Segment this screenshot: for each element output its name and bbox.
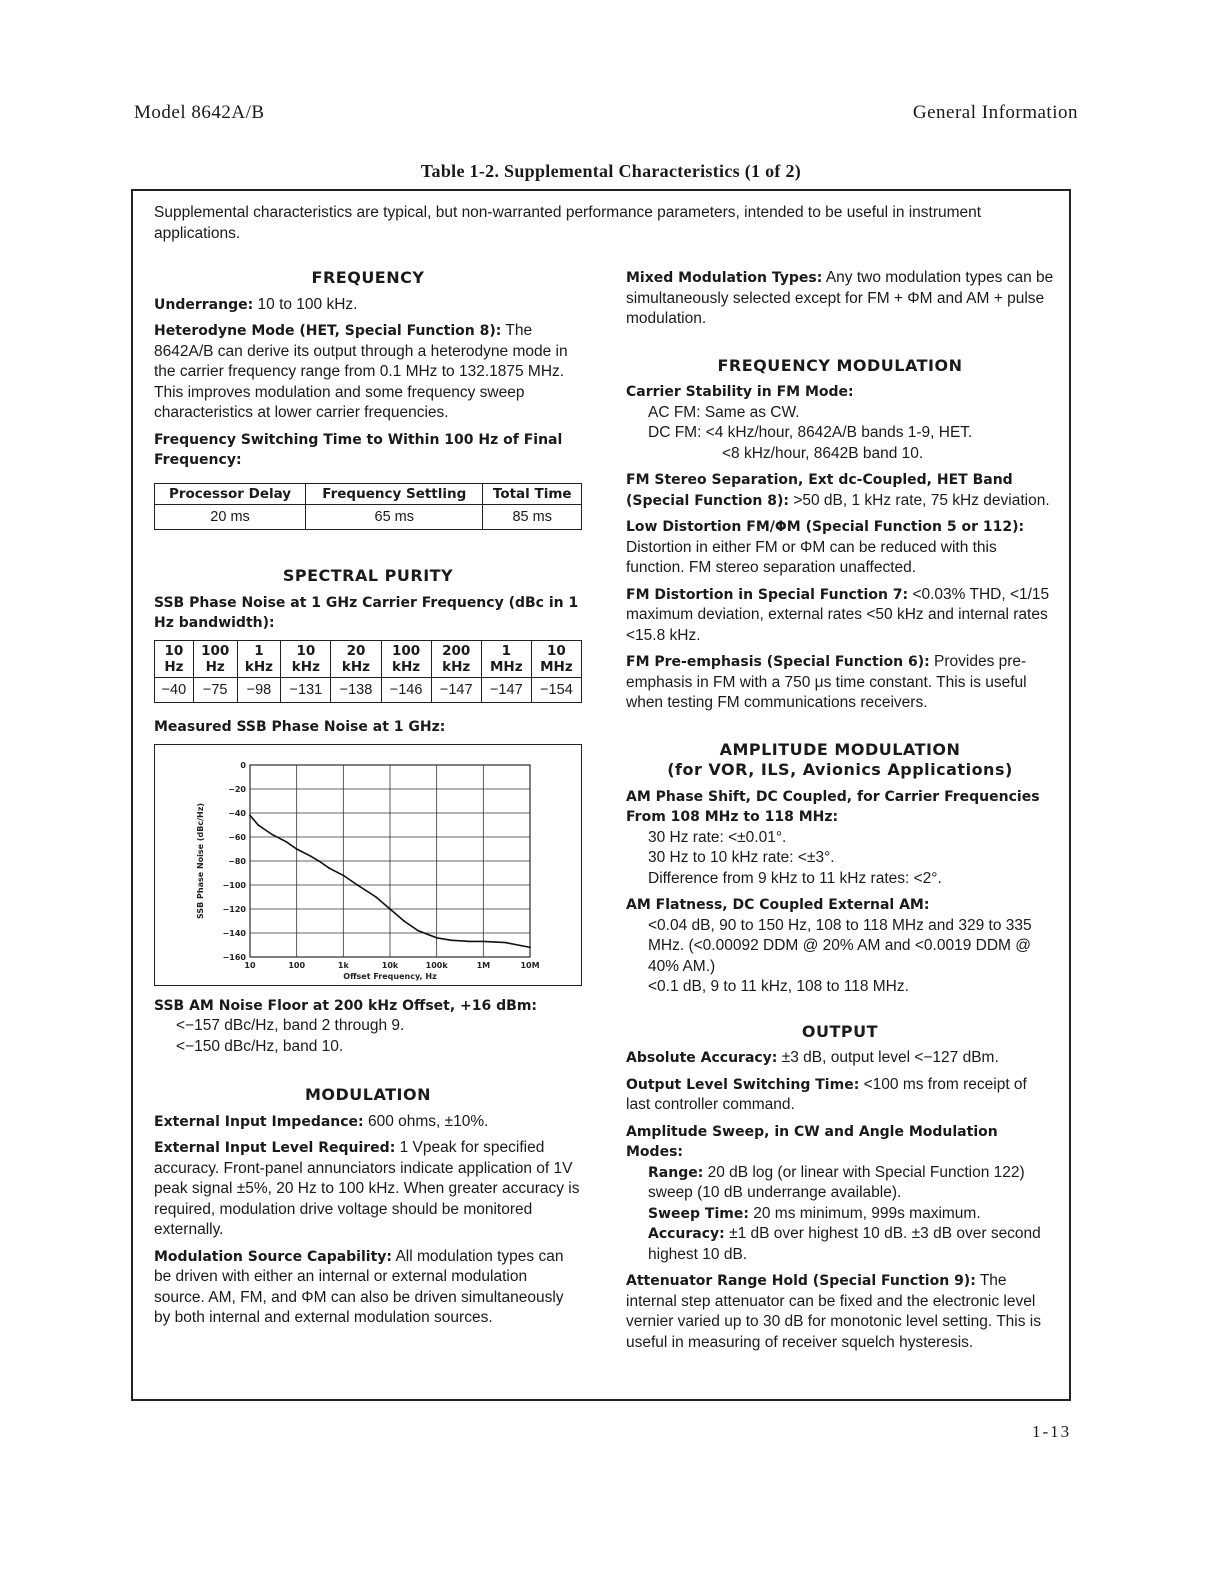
carrier-para [626,382,1054,464]
carrier-dc2: <8 kHz/hour, 8642B band 10. [722,444,924,462]
data-point [468,940,470,942]
header-value: 10 [547,642,566,659]
x-tick-label: 10 [244,960,256,970]
header-value: 20 [346,642,366,659]
phase-line: Difference from 9 kHz to 11 kHz rates: <2°. [648,869,942,887]
sweep-label: Amplitude Sweep, in CW and Angle Modulation Modes: [626,1123,998,1160]
x-tick-label: 10k [381,960,399,970]
phase-label: AM Phase Shift, DC Coupled, for Carrier Frequencies From 108 MHz to 118 MHz: [626,788,1040,825]
y-tick-label: −80 [228,856,246,866]
stereo-label: FM Stereo Separation, Ext dc-Coupled, HET Band (Special Function 8): [626,472,1013,509]
header-value: 100 [201,642,230,659]
y-tick-label: −60 [228,832,246,842]
table-header: Processor Delay [155,483,306,504]
preemph-para [626,652,1054,714]
phase-line: 30 Hz rate: <±0.01°. [648,828,787,846]
data-point [285,840,287,842]
chart-svg [155,745,581,985]
table-cell: −154 [531,677,581,703]
header-value: 100 [391,642,421,659]
am-subheading: (for VOR, ILS, Avionics Applications) [667,760,1013,779]
acc-label: Accuracy: [648,1226,725,1242]
ols-text: <100 ms from receipt of last controller command. [626,1075,1027,1113]
y-tick-label: −40 [228,808,246,818]
header-unit: kHz [392,658,421,675]
header-unit: Hz [164,658,184,675]
data-point [375,896,377,898]
table-header [237,640,281,677]
table-cell: −75 [193,677,237,703]
am-noise-para [154,996,582,1058]
ols-para [626,1075,1054,1116]
y-tick-label: 0 [240,760,246,770]
fm-heading: FREQUENCY MODULATION [717,355,963,375]
data-point [482,940,484,942]
y-axis-label: SSB Phase Noise (dBc/Hz) [196,802,205,919]
stime-label: Sweep Time: [648,1205,749,1222]
table-row [155,640,582,677]
header-value: 10 [296,642,316,659]
range-label: Range: [648,1164,704,1181]
frequency-heading: FREQUENCY [311,268,425,287]
phase-line: 30 Hz to 10 kHz rate: <±3°. [648,849,835,866]
lowdist-label: Low Distortion FM/ΦM (Special Function 5 or 112): [626,519,1025,535]
impedance-text: 600 ohms, ±10%. [367,1112,489,1130]
table-cell: 85 ms [483,504,582,530]
table-header [281,640,331,677]
data-point [249,814,251,816]
data-point [271,833,273,835]
level-text: 1 Vpeak for specified accuracy. Front-panel annunciators indicate application of 1V peak signal ±5%, 20 Hz to 100 kHz. When greater accuracy is required, modulation drive voltage should be monitored externally. [154,1139,580,1238]
y-tick-label: −100 [222,880,246,890]
phase-para [626,787,1054,890]
table-header [155,640,194,677]
left-column [154,268,582,1335]
header-unit: Hz [205,658,225,675]
modulation-heading: MODULATION [305,1085,431,1104]
x-axis-label: Offset Frequency, Hz [343,971,437,981]
table-cell: −138 [331,677,381,703]
fmdist-text: <0.03% THD, <1/15 maximum deviation, external rates <50 kHz and internal rates <15.8 kHz. [626,585,1050,644]
ssb-table [154,640,582,704]
table-header: Frequency Settling [306,483,483,504]
am-noise-line: <−157 dBc/Hz, band 2 through 9. [176,1017,405,1034]
table-cell: −147 [431,677,481,703]
underrange-text: 10 to 100 kHz. [257,295,358,313]
y-tick-label: −160 [222,952,246,962]
x-tick-label: 1M [476,960,491,970]
het-text: The 8642A/B can derive its output through a heterodyne mode in the carrier frequency range from 0.1 MHz to 132.1875 MHz. This improves modulation and some frequency sweep characteristics at lower carrier frequencies. [154,322,568,421]
am-noise-line: <−150 dBc/Hz, band 10. [176,1037,344,1055]
mixed-label: Mixed Modulation Types: [626,270,823,286]
flat-label: AM Flatness, DC Coupled External AM: [626,897,930,913]
switch-label: Frequency Switching Time to Within 100 Hz of Final Frequency: [154,431,563,468]
header-unit: MHz [540,658,573,675]
lowdist-text: Distortion in either FM or ΦM can be reduced with this function. FM stereo separation unaffected. [626,538,997,576]
y-tick-label: −120 [222,904,246,914]
flat-para [626,895,1054,998]
abs-text: ±3 dB, output level <−127 dBm. [781,1049,999,1066]
level-label: External Input Level Required: [154,1140,396,1156]
x-tick-label: 100 [288,960,306,970]
flat-line: <0.1 dB, 9 to 11 kHz, 108 to 118 MHz. [648,978,909,995]
header-value: 1 [501,642,511,659]
stereo-text: >50 dB, 1 kHz rate, 75 kHz deviation. [793,491,1050,509]
acc-text: ±1 dB over highest 10 dB. ±3 dB over second highest 10 dB. [648,1225,1041,1263]
carrier-dc1: DC FM: <4 kHz/hour, 8642A/B bands 1-9, HET. [648,424,973,441]
atten-para [626,1271,1054,1353]
header-unit: kHz [341,658,371,675]
ols-label: Output Level Switching Time: [626,1076,860,1093]
data-point [529,946,531,948]
mixed-para [626,268,1054,330]
stereo-para [626,470,1054,511]
header-section: General Information [912,102,1078,123]
table-cell: −98 [237,677,281,703]
range-text: 20 dB log (or linear with Special Function 122) sweep (10 dB underrange available). [648,1163,1025,1201]
level-para [154,1138,582,1241]
data-point [328,867,330,869]
preemph-text: Provides pre-emphasis in FM with a 750 μs time constant. This is useful when testing FM communications receivers. [626,653,1027,711]
table-title: Table 1-2. Supplemental Characteristics (1 of 2) [420,161,802,181]
het-label: Heterodyne Mode (HET, Special Function 8): [154,323,502,339]
data-point [310,855,312,857]
fmdist-para [626,585,1054,647]
atten-text: The internal step attenuator can be fixed and the electronic level vernier varied up to 30 dB for monotonic level setting. This is useful in measuring of receiver squelch hysteresis. [626,1272,1041,1351]
phase-noise-chart [154,744,582,986]
y-tick-label: −20 [228,784,246,794]
data-point [417,929,419,931]
table-cell: 65 ms [306,504,483,530]
spectral-heading: SPECTRAL PURITY [282,566,454,585]
x-tick-label: 1k [337,960,349,970]
am-noise-label: SSB AM Noise Floor at 200 kHz Offset, +16 dBm: [154,997,538,1014]
atten-label: Attenuator Range Hold (Special Function 9): [626,1273,976,1289]
mixed-text: Any two modulation types can be simultaneously selected except for FM + ΦM and AM + pulse modulation. [626,269,1054,327]
range-line [626,1163,1054,1204]
switch-table [154,483,582,531]
am-heading: AMPLITUDE MODULATION [719,739,961,759]
underrange-label: Underrange: [154,296,254,313]
data-point [318,860,320,862]
intro-text: Supplemental characteristics are typical, but non-warranted performance parameters, intended to be useful in instrument applications. [154,204,982,242]
source-text: All modulation types can be driven with either an internal or external modulation source. AM, FM, and ΦM can also be driven simultaneously by both internal and external modulation sources. [154,1247,564,1326]
header-unit: kHz [244,658,274,675]
measured-label: Measured SSB Phase Noise at 1 GHz: [154,719,446,735]
data-point [436,936,438,938]
data-point [450,939,452,941]
header-unit: kHz [291,658,320,675]
page-number: 1-13 [1032,1422,1072,1441]
flat-line: <0.04 dB, 90 to 150 Hz, 108 to 118 MHz and 329 to 335 MHz. (<0.00092 DDM @ 20% AM and <0.0019 DDM @ 40% AM.) [648,916,1032,975]
preemph-label: FM Pre-emphasis (Special Function 6): [626,654,930,670]
data-point [342,874,344,876]
table-cell: −40 [155,677,194,703]
lowdist-para [626,517,1054,579]
table-header [331,640,381,677]
table-cell: 20 ms [155,504,306,530]
impedance-para [154,1112,582,1133]
table-header [531,640,581,677]
data-point [389,908,391,910]
data-point [505,941,507,943]
table-row [155,677,582,703]
header-value: 10 [164,642,184,659]
table-header [431,640,481,677]
table-header [193,640,237,677]
het-para [154,321,582,424]
header-unit: MHz [490,658,523,675]
fmdist-label: FM Distortion in Special Function 7: [626,586,909,603]
output-heading: OUTPUT [801,1021,879,1041]
data-point [403,920,405,922]
stime-text: 20 ms minimum, 999s maximum. [753,1204,981,1222]
impedance-label: External Input Impedance: [154,1113,364,1130]
right-column [626,268,1054,1359]
stime-line [626,1204,1054,1225]
header-value: 1 [254,642,264,659]
table-header: Total Time [483,483,582,504]
abs-label: Absolute Accuracy: [626,1050,778,1066]
table-header [381,640,431,677]
carrier-ac: AC FM: Same as CW. [648,403,800,421]
ssb-label: SSB Phase Noise at 1 GHz Carrier Frequency (dBc in 1 Hz bandwidth): [154,594,579,631]
sweep-para [626,1122,1054,1266]
table-cell: −146 [381,677,431,703]
header-model: Model 8642A/B [134,102,265,123]
data-point [257,824,259,826]
table-header [481,640,531,677]
underrange-para [154,295,582,316]
source-label: Modulation Source Capability: [154,1248,392,1265]
source-para [154,1247,582,1329]
abs-para [626,1048,1054,1069]
x-tick-label: 10M [520,960,540,970]
table-cell: −131 [281,677,331,703]
data-point [356,884,358,886]
x-tick-label: 100k [425,960,448,970]
y-tick-label: −140 [222,928,246,938]
header-unit: kHz [442,658,471,675]
carrier-label: Carrier Stability in FM Mode: [626,384,854,400]
header-value: 200 [442,642,471,659]
data-point [296,848,298,850]
table-cell: −147 [481,677,531,703]
acc-line [626,1224,1054,1265]
